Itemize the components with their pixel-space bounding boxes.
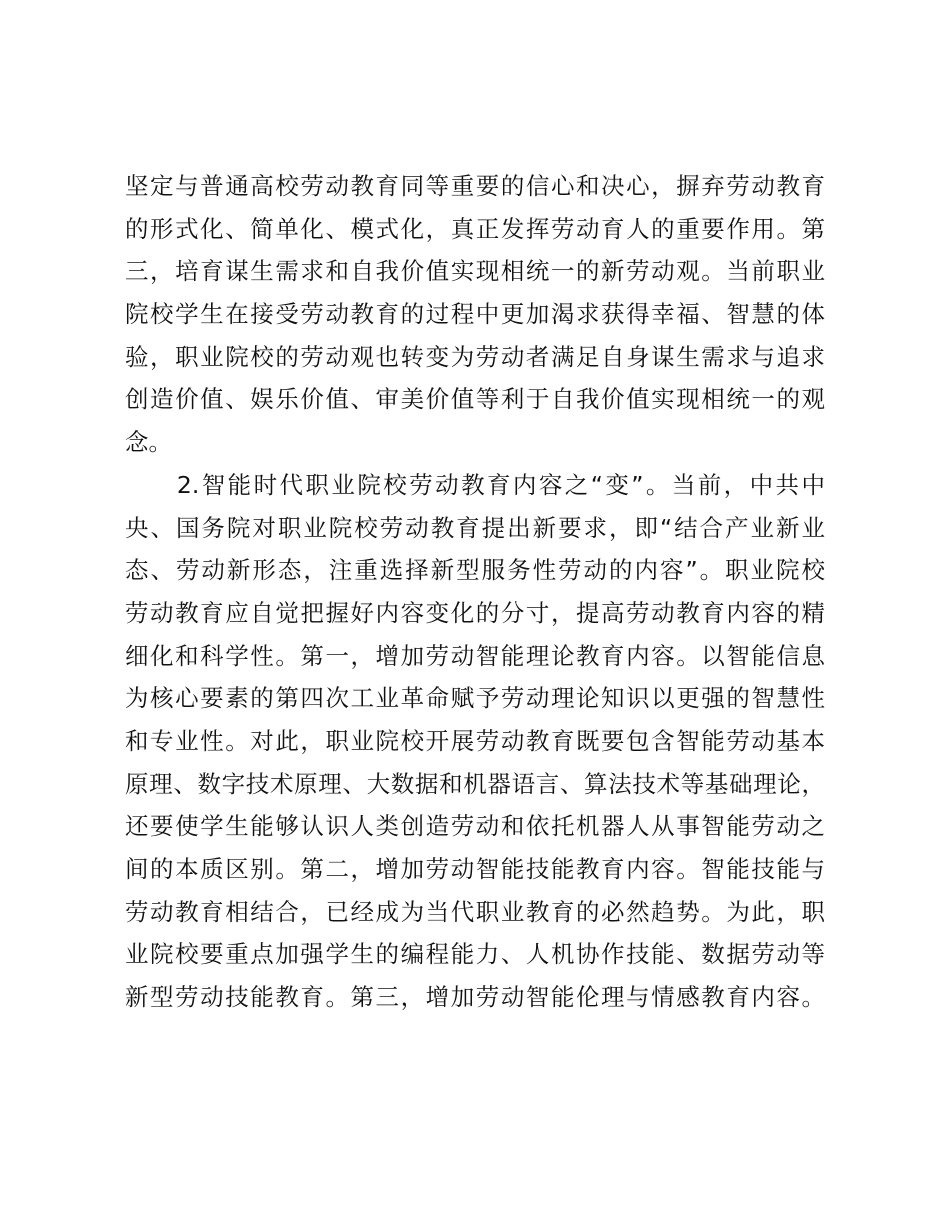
- text-line: 新型劳动技能教育。第三，增加劳动智能伦理与情感教育内容。: [125, 983, 825, 1012]
- text-line: 创造价值、娱乐价值、审美价值等利于自我价值实现相统一的观: [125, 385, 825, 414]
- paragraph-1: [125, 165, 825, 464]
- text-line: 原理、数字技术原理、大数据和机器语言、算法技术等基础理论，: [125, 769, 825, 798]
- text-line: 还要使学生能够认识人类创造劳动和依托机器人从事智能劳动之: [125, 812, 825, 841]
- text-line: 院校学生在接受劳动教育的过程中更加渴求获得幸福、智慧的体: [125, 300, 825, 329]
- text-line: 三，培育谋生需求和自我价值实现相统一的新劳动观。当前职业: [125, 257, 825, 286]
- paragraph-2: [125, 464, 825, 1019]
- text-line: 2.智能时代职业院校劳动教育内容之“变”。当前，中共中: [125, 470, 825, 499]
- text-line: 细化和科学性。第一，增加劳动智能理论教育内容。以智能信息: [125, 641, 825, 670]
- text-line: 央、国务院对职业院校劳动教育提出新要求，即“结合产业新业: [125, 513, 825, 542]
- text-line: 劳动教育应自觉把握好内容变化的分寸，提高劳动教育内容的精: [125, 598, 825, 627]
- body-text: [125, 165, 825, 1019]
- text-line: 验，职业院校的劳动观也转变为劳动者满足自身谋生需求与追求: [125, 342, 825, 371]
- text-line: 劳动教育相结合，已经成为当代职业教育的必然趋势。为此，职: [125, 897, 825, 926]
- text-line: 坚定与普通高校劳动教育同等重要的信心和决心，摒弃劳动教育: [125, 172, 825, 200]
- text-line: 的形式化、简单化、模式化，真正发挥劳动育人的重要作用。第: [125, 214, 825, 243]
- text-line: 念。: [125, 428, 172, 457]
- text-line: 为核心要素的第四次工业革命赋予劳动理论知识以更强的智慧性: [125, 684, 825, 713]
- text-line: 和专业性。对此，职业院校开展劳动教育既要包含智能劳动基本: [125, 726, 825, 755]
- text-line: 业院校要重点加强学生的编程能力、人机协作技能、数据劳动等: [125, 940, 825, 969]
- text-line: 间的本质区别。第二，增加劳动智能技能教育内容。智能技能与: [125, 855, 825, 883]
- text-line: 态、劳动新形态，注重选择新型服务性劳动的内容”。职业院校: [125, 556, 825, 585]
